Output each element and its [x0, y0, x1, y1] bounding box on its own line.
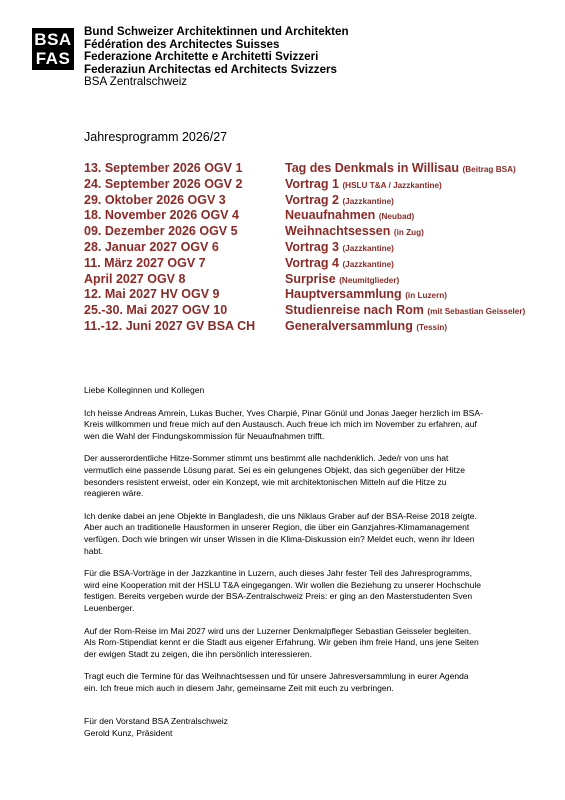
- event-title: Vortrag 4: [285, 255, 339, 270]
- schedule-date: 11.-12. Juni 2027 GV BSA CH: [84, 318, 256, 333]
- schedule-row: [84, 319, 514, 335]
- schedule-date: 18. November 2026 OGV 4: [84, 208, 239, 223]
- schedule-row: [84, 272, 514, 288]
- schedule-event: [285, 319, 447, 333]
- org-name-it: Federazione Architette e Architetti Svizzeri: [84, 50, 319, 64]
- schedule-row: [84, 193, 514, 209]
- event-title: Vortrag 2: [285, 192, 339, 207]
- letter-paragraph: Ich denke dabei an jene Objekte in Bangladesh, die uns Niklaus Graber auf der BSA-Reise 2018 zeigte. Aber auch an traditionelle Hausformen in unserer Region, die über ein Ganzjahres-Klimamanagement verfügen. Doch wie bringen wir unser Wissen in die Klima-Diskussion ein? Meldet euch, wenn ihr Ideen habt.: [84, 510, 477, 556]
- schedule-event: [285, 303, 525, 317]
- event-note: (Tessin): [416, 322, 448, 332]
- schedule-row: [84, 224, 514, 240]
- program-title: Jahresprogramm 2026/27: [84, 130, 228, 144]
- event-note: (Neumitglieder): [339, 275, 400, 285]
- closing-line-2: Gerold Kunz, Präsident: [84, 728, 173, 739]
- schedule-row: [84, 208, 514, 224]
- schedule-event: [285, 287, 447, 301]
- logo-line-2: FAS: [35, 49, 71, 68]
- schedule-row: [84, 161, 514, 177]
- schedule-row: [84, 256, 514, 272]
- letter-signature: [84, 716, 484, 739]
- event-note: (mit Sebastian Geisseler): [427, 307, 526, 317]
- event-title: Generalversammlung: [285, 318, 413, 333]
- event-note: (Jazzkantine): [342, 196, 394, 206]
- schedule-event: [285, 193, 394, 207]
- event-title: Tag des Denkmals in Willisau: [285, 161, 460, 175]
- event-title: Surprise: [285, 271, 336, 286]
- event-note: (in Zug): [393, 228, 424, 238]
- schedule-row: [84, 240, 514, 256]
- event-note: (Neubad): [378, 212, 415, 222]
- event-note: (Beitrag BSA): [462, 165, 516, 174]
- event-title: Hauptversammlung: [285, 287, 402, 302]
- event-note: (HSLU T&A / Jazzkantine): [342, 180, 442, 190]
- schedule-event: [285, 208, 414, 222]
- letter-paragraph: Für die BSA-Vorträge in der Jazzkantine in Luzern, auch dieses Jahr fester Teil des Jahresprogramms, wird eine Kooperation mit der HSLU T&A eingegangen. Wir wollen die Beziehung zu unserer Hochschule festigen. Bereits vergeben wurde der BSA-Zentralschweiz Preis: er ging an den Masterstudenten Sven Leuenberger.: [84, 568, 482, 613]
- schedule-row: [84, 303, 526, 319]
- letter-greeting: Liebe Kolleginnen und Kollegen: [84, 385, 205, 395]
- schedule-date: 13. September 2026 OGV 1: [84, 161, 243, 175]
- schedule-date: 11. März 2027 OGV 7: [84, 255, 206, 270]
- schedule-list: [84, 161, 526, 335]
- event-note: (in Luzern): [405, 291, 448, 301]
- letter-body: [84, 385, 484, 740]
- schedule-row: [84, 287, 514, 303]
- schedule-date: 29. Oktober 2026 OGV 3: [84, 192, 226, 207]
- event-note: (Jazzkantine): [342, 243, 394, 253]
- event-title: Neuaufnahmen: [285, 208, 376, 223]
- org-name-de: Bund Schweizer Architektinnen und Architekten: [84, 25, 349, 38]
- event-title: Weihnachtsessen: [285, 224, 391, 239]
- schedule-event: [285, 177, 442, 191]
- schedule-event: [285, 161, 516, 175]
- letter-paragraph: Tragt euch die Termine für das Weihnachtsessen und für unsere Jahresversammlung in eurer Agenda ein. Ich freue mich auch in diesem Jahr, gemeinsame Zeit mit euch zu verbringen.: [84, 671, 469, 693]
- schedule-date: 25.-30. Mai 2027 OGV 10: [84, 303, 228, 318]
- schedule-date: April 2027 OGV 8: [84, 271, 186, 286]
- event-title: Studienreise nach Rom: [285, 303, 424, 318]
- event-title: Vortrag 1: [285, 176, 339, 191]
- bsa-fas-logo: [32, 28, 74, 70]
- schedule-date: 09. Dezember 2026 OGV 5: [84, 224, 238, 239]
- organization-names: [84, 26, 349, 89]
- schedule-row: [84, 177, 514, 193]
- org-section: BSA Zentralschweiz: [84, 75, 188, 89]
- logo-line-1: BSA: [34, 30, 72, 49]
- org-name-rm: Federaziun Architectas ed Architects Svizzers: [84, 62, 338, 76]
- closing-line-1: Für den Vorstand BSA Zentralschweiz: [84, 716, 228, 727]
- schedule-event: [285, 240, 394, 254]
- schedule-date: 24. September 2026 OGV 2: [84, 176, 243, 191]
- event-note: (Jazzkantine): [342, 259, 394, 269]
- schedule-date: 28. Januar 2027 OGV 6: [84, 239, 219, 254]
- schedule-event: [285, 272, 399, 286]
- schedule-event: [285, 256, 394, 270]
- schedule-event: [285, 224, 424, 238]
- org-name-fr: Fédération des Architectes Suisses: [84, 37, 280, 51]
- letter-paragraph: Auf der Rom-Reise im Mai 2027 wird uns der Luzerner Denkmalpfleger Sebastian Geisseler begleiten. Als Rom-Stipendiat kennt er die Stadt aus eigener Erfahrung. Wir geben ihm freie Hand, uns jene Seiten der ewigen Stadt zu zeigen, die ihn persönlich interessieren.: [84, 625, 479, 659]
- letter-paragraph: Der ausserordentliche Hitze-Sommer stimmt uns bestimmt alle nachdenklich. Jede/r von uns hat vermutlich eine passende Lösung parat. Sei es ein gelungenes Objekt, das sich gegenüber der Hitze besonders resistent erweist, oder ein Konzept, wie mit architektonischen Mitteln auf die Hitze zu reagieren wäre.: [84, 453, 466, 499]
- letter-paragraph: Ich heisse Andreas Amrein, Lukas Bucher, Yves Charpié, Pinar Gönül und Jonas Jaeger herzlich im BSA-Kreis willkommen und freue mich auf den Austausch. Auch freue ich mich im November zu erfahren, auf wen die Wahl der Findungskommission für Neuaufnahmen trifft.: [84, 407, 483, 441]
- schedule-date: 12. Mai 2027 HV OGV 9: [84, 287, 220, 302]
- event-title: Vortrag 3: [285, 239, 339, 254]
